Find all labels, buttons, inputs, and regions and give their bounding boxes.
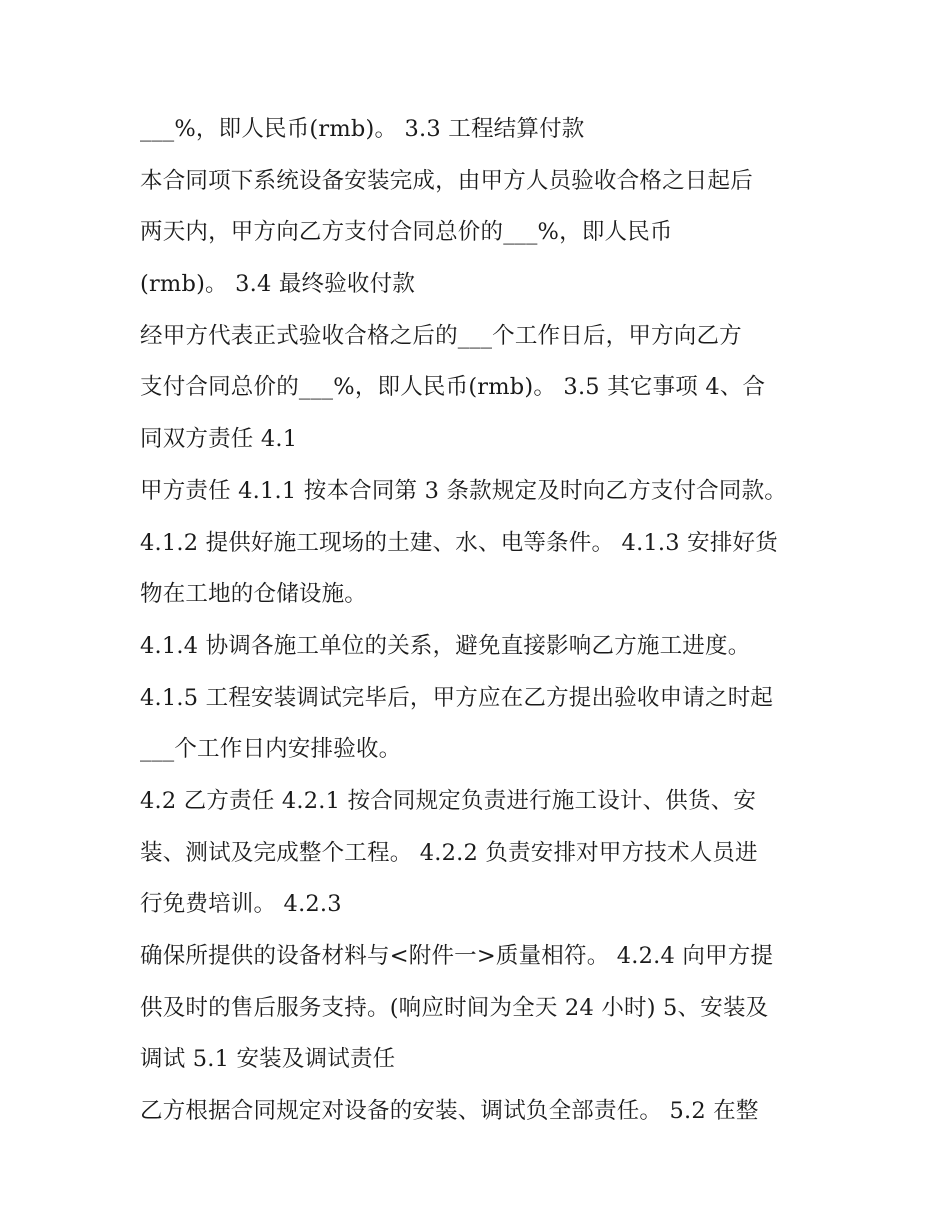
text-line: 两天内，甲方向乙方支付合同总价的___%，即人民币 [140, 219, 673, 246]
text-line: 经甲方代表正式验收合格之后的___个工作日后，甲方向乙方 [140, 322, 742, 349]
text-line: 4.2 乙方责任 4.2.1 按合同规定负责进行施工设计、供货、安 [140, 787, 757, 814]
text-line: 供及时的售后服务支持。(响应时间为全天 24 小时) 5、安装及 [140, 994, 769, 1021]
text-line: 行免费培训。 4.2.3 [140, 891, 342, 918]
text-line: 调试 5.1 安装及调试责任 [140, 1046, 396, 1073]
text-line: 物在工地的仓储设施。 [140, 581, 368, 608]
text-line: 确保所提供的设备材料与<附件一>质量相符。 4.2.4 向甲方提 [140, 943, 774, 969]
contract-body-text [140, 104, 830, 1138]
text-line: 4.1.5 工程安装调试完毕后，甲方应在乙方提出验收申请之时起 [140, 684, 774, 711]
text-line: 乙方根据合同规定对设备的安装、调试负全部责任。 5.2 在整 [140, 1098, 759, 1125]
text-line: 4.1.4 协调各施工单位的关系，避免直接影响乙方施工进度。 [140, 632, 751, 659]
text-line: 同双方责任 4.1 [140, 426, 298, 453]
text-line: 支付合同总价的___%，即人民币(rmb)。 3.5 其它事项 4、合 [140, 374, 766, 401]
text-line: 本合同项下系统设备安装完成，由甲方人员验收合格之日起后 [140, 167, 753, 194]
text-line: ___个工作日内安排验收。 [140, 736, 402, 763]
text-line: (rmb)。 3.4 最终验收付款 [140, 271, 416, 298]
text-line: 装、测试及完成整个工程。 4.2.2 负责安排对甲方技术人员进 [140, 839, 758, 866]
text-line: ___%，即人民币(rmb)。 3.3 工程结算付款 [140, 116, 585, 142]
text-line: 甲方责任 4.1.1 按本合同第 3 条款规定及时向乙方支付合同款。 [140, 477, 787, 504]
text-line: 4.1.2 提供好施工现场的土建、水、电等条件。 4.1.3 安排好货 [140, 529, 778, 556]
